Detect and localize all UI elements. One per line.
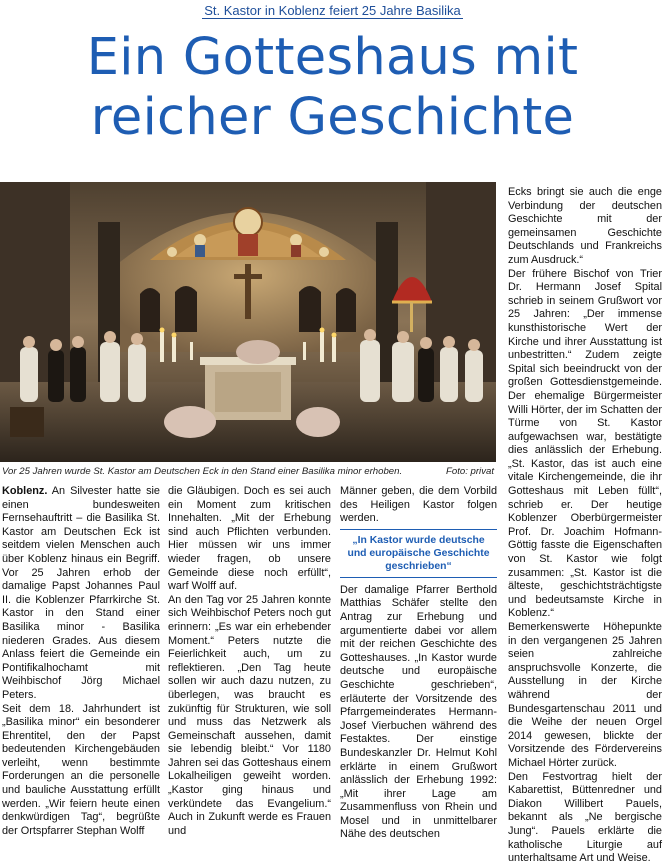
lead-paragraph	[2, 485, 160, 703]
paragraph: Seit dem 18. Jahrhundert ist „Basilika minor“ ein besonderer Ehrentitel, den der Papst bedeutenden Kirchengebäuden verleiht, wenn bestimmte Forderungen an die personelle und bauliche Ausstattung erfüllt werden. „Wir feiern heute einen denkwürdigen Tag“, begrüßte der Ortspfarrer Stephan Wolff	[2, 702, 160, 837]
kicker-text: St. Kastor in Koblenz feiert 25 Jahre Basilika	[204, 3, 461, 18]
photo-credit: Foto: privat	[446, 466, 494, 477]
paragraph: Der frühere Bischof von Trier Dr. Hermann Josef Spital schrieb in seinem Grußwort vor 25 Jahren: „Der immense kunsthistorische Wert der Kirche und ihrer Ausstattung ist unbestritten.“ Zudem zeigte Spital sich beeindruckt von der großen Gottesdienstgemeinde. Der ehemalige Bürgermeister Willi Hörter, der im Schatten der Türme von St. Kastor aufgewachsen war, bestätigte dies anlässlich der Erhebung. „St. Kastor, das ist auch eine vitale Kirchengemeinde, die ihr Gotteshaus mit Leben füllt“, schrieb er. Der heutige Koblenzer Oberbürgermeister Prof. Dr. Joachim Hofmann-Göttig fasste die Eigenschaften von St. Kastor wie folgt zusammen: „St. Kastor ist die älteste, geschichtsträchtigste und bedeutsamste Kirche in Koblenz.“	[508, 267, 662, 620]
dateline: Koblenz.	[2, 485, 48, 497]
photo-caption	[2, 465, 494, 479]
article-column-2	[168, 485, 331, 838]
paragraph: Den Festvortrag hielt der Kabarettist, Büttenredner und Diakon Willibert Pauels, bekannt als „Ne bergische Jung“. Pauels erklärte die katholische Liturgie auf unterhaltsame Art und Weise.	[508, 770, 662, 865]
headline-line-2: reicher Geschichte	[90, 88, 575, 147]
paragraph: die Gläubigen. Doch es sei auch ein Moment zum kritischen Innehalten. „Mit der Erhebung sind auch Pflichten verbunden. Hier müssen wir uns immer wieder fragen, ob unsere Gemeinde diese noch erfüllt“, warf Wolff auf.	[168, 485, 331, 593]
article-column-3	[340, 485, 497, 842]
paragraph: An den Tag vor 25 Jahren konnte sich Weihbischof Peters noch gut erinnern: „Es war ein erhebender Moment.“ Peters nutzte die Feierlichkeit auch, um zu reflektieren. „Den Tag heute sollen wir auch dazu nutzen, zu überlegen, was braucht es zukünftig für Strukturen, wie soll und muss das Netzwerk als Gemeinschaft aussehen, damit sie lebendig bleibt.“ Vor 1180 Jahren sei das Gotteshaus einem Lokalheiligen geweiht worden. „Kastor ging hinaus und verkündete das Evangelium.“ Auch in Zukunft werde es Frauen und	[168, 593, 331, 837]
headline-line-1: Ein Gotteshaus mit	[86, 28, 579, 87]
pull-quote: „In Kastor wurde deutsche und europäische Geschichte geschrieben“	[340, 529, 497, 578]
church-interior-photo	[0, 182, 496, 462]
paragraph: Männer geben, die dem Vorbild des Heiligen Kastor folgen werden.	[340, 485, 497, 525]
article-column-4	[508, 186, 662, 866]
paragraph: Ecks bringt sie auch die enge Verbindung der deutschen Geschichte mit der gemeinsamen Geschichte Deutschlands und Frankreichs zum Ausdruck.“	[508, 186, 662, 266]
caption-text: Vor 25 Jahren wurde St. Kastor am Deutschen Eck in den Stand einer Basilika minor erhoben.	[2, 466, 403, 477]
kicker	[0, 3, 665, 18]
lead-text: An Silvester hatte sie einen bundesweiten Fernsehauftritt – die Basilika St. Kastor am Deutschen Eck ist seitdem vielen Menschen auch über Koblenz hinaus ein Begriff. Vor 25 Jahren erhob der damalige Papst Johannes Paul II. die Koblenzer Pfarrkirche St. Kastor in den Stand einer Basilika minor - Basilika niederen Grades. Aus diesem Anlass feiert die Gemeinde ein Pontifikalhochamt mit Weihbischof Jörg Michael Peters.	[2, 485, 160, 701]
paragraph: Der damalige Pfarrer Berthold Matthias Schäfer stellte den Antrag zur Erhebung und argumentierte dabei vor allem mit der reichen Geschichte des Gotteshauses. „In Kastor wurde deutsche und europäische Geschichte geschrieben“, erläuterte der Vorsitzende des Pfarrgemeinderates Hermann-Josef Vierbuchen während des Festaktes. Der einstige Bundeskanzler Dr. Helmut Kohl erklärte in einem Grußwort anlässlich der Erhebung 1992: „Mit ihrer Lage am Zusammenfluss von Rhein und Mosel und in unmittelbarer Nähe des deutschen	[340, 583, 497, 841]
article-column-1	[2, 485, 160, 838]
paragraph: Bemerkenswerte Höhepunkte in den vergangenen 25 Jahren seien zahlreiche anspruchsvolle Konzerte, die Ausstellung in der Kirche während der Bundesgartenschau 2011 und die Weihe der neuen Orgel 2014 gewesen, blickte der Vorsitzende des Fördervereins Michael Hörter zurück.	[508, 621, 662, 769]
headline	[0, 28, 665, 148]
